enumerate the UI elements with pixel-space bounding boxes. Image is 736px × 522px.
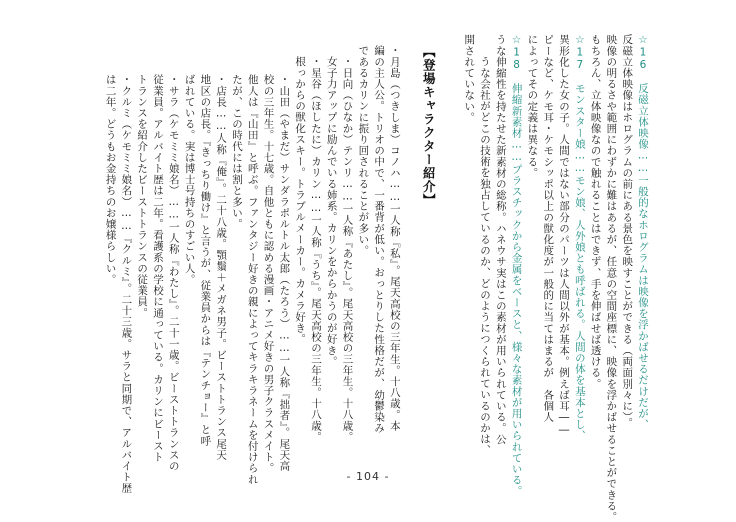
text-column-22: 他人は『山田』と呼ぶ。ファンタジー好きの親によってキラキラネームを付けられ xyxy=(246,74,259,485)
text-column-31: は二年。どうもお金持ちのお嬢様らしい。 xyxy=(104,74,117,285)
text-column-13: ・月島（つきしま）コノハ……一人称『私』。尾天高校の三年生。十八歳。本 xyxy=(388,45,401,432)
text-column-26: ばれている。実は博士号持ちのすごい人。 xyxy=(183,74,196,285)
text-column-27: ・サラ（ケモミミ娘名）……一人称『わたし』。二十一歳。ビーストトランスの xyxy=(167,74,180,472)
text-column-23: たが、この時代には割と多い。 xyxy=(230,74,243,230)
section-heading: 【登場キャラクター紹介】 xyxy=(421,45,437,207)
text-column-2: 反磁立体映像はホログラムの前にある景色を映すことができる（両面別々に）。 xyxy=(621,34,634,429)
text-column-10: うな伸縮性を持たせた新素材の総称。ハネウサ実はこの素材が用いられている。公 xyxy=(494,34,507,445)
text-column-18: ・星谷（ほしたに）カリン……一人称『うち』。尾天高校の三年生。十八歳。 xyxy=(309,56,322,443)
text-column-14: 編の主人公。トリオの中で、一番背が低い。おっとりした性格だが、幼鬱染み xyxy=(373,45,386,434)
text-column-21: 校の三年生。十七歳。自他ともに認める漫画・アニメ好きの男子クラスメイト。 xyxy=(262,74,275,474)
text-column-11: うな会社がどこの技術を独占しているのか、どのようにつくられているのかは、 xyxy=(479,56,492,456)
text-column-7: ピーなど、ケモ耳・ケモシッポ以上の獣化度が一般的に当てはまるが 各個人 xyxy=(542,34,555,423)
text-column-9: ☆18 伸縮新素材……プラスチックから金属をベースと、様々な素材が用いられている。 xyxy=(510,34,523,497)
text-column-1: ☆16 反磁立体映像……一般的なホログラムは映像を浮かばせるだけだが、 xyxy=(637,34,649,430)
text-column-19: 根っからの獣化スキー。トラブルメーカー。カメラ好き。 xyxy=(294,56,307,345)
text-column-15: であるカリンに振り回されることが多い。 xyxy=(357,45,370,256)
text-column-20: ・山田（やまだ）サンダラポルトル太郎（たろう）……一人称『拙者』。尾天高 xyxy=(278,74,291,472)
text-column-8: によってその定義は異なる。 xyxy=(526,34,539,179)
text-column-24: ・店長……人称『俺』。二十八歳。顎鬚＋メガネ男子。ビーストトランス尾天 xyxy=(215,74,228,461)
page-number: - 104 - xyxy=(346,470,390,483)
text-column-3: 映像の明るさや範囲にわずかに難はあるが、任意の空間座標に、映像を浮かばせることができる。 xyxy=(605,34,618,522)
text-column-17: 女子力アップに励んでいる姉系。カリンをからかうのが好き。 xyxy=(325,56,338,367)
text-column-30: ・クルミ（ケモミミ娘名）……『クルミ』。二十三歳。サラと同期で、アルバイト歴 xyxy=(120,74,133,494)
text-column-4: もちろん、立体映像なので触れることはできず、手を伸ばせば透ける。 xyxy=(589,34,602,390)
text-column-28: 従業員。アルバイト歴は二年。看護系の学校に通っている。カリンにビースト xyxy=(151,74,164,463)
text-column-16: ・日向（ひなか）テンリ……一人称『あたし』。尾天高校の三年生。十八歳。 xyxy=(341,56,354,443)
text-column-29: トランスを紹介したビーストトランスの従業員。 xyxy=(136,74,149,319)
text-column-25: 地区の店長。『きっちり働け』と言うが、従業員からは『テンチョー』と呼 xyxy=(199,74,212,447)
text-column-5: ☆17 モンスター娘……モン娘、人外娘とも呼ばれる。人間の体を基本とし、 xyxy=(573,34,586,442)
text-column-6: 異形化した女の子。人間ではない部分のパーツは人間以外が基本。例えば耳―― xyxy=(558,34,571,437)
text-column-12: 開されていない。 xyxy=(463,34,476,123)
